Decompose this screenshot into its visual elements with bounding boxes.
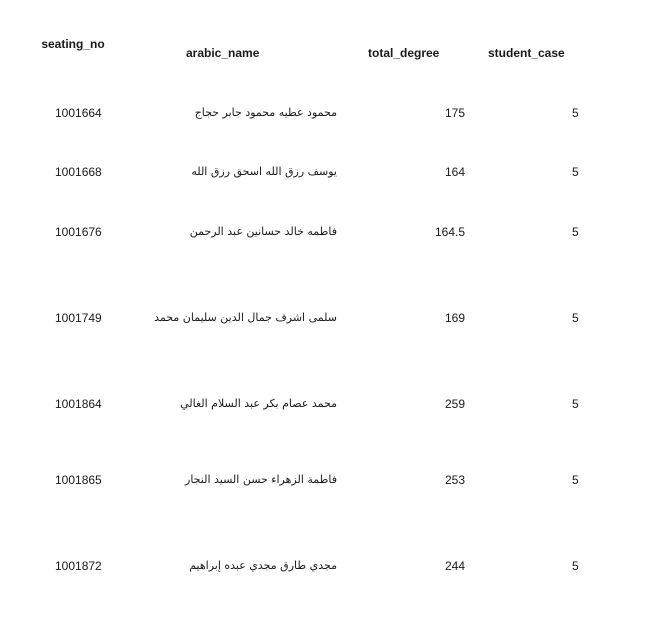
seating-no-cell: 1001664 bbox=[55, 106, 102, 120]
arabic-name-cell: مجدي طارق مجدي عبده إبراهيم bbox=[189, 559, 337, 572]
table-row bbox=[0, 163, 671, 181]
total-degree-cell: 259 bbox=[444, 397, 465, 411]
arabic-name-cell: فاطمه خالد حسانين عبد الرحمن bbox=[189, 225, 337, 238]
total-degree-cell: 164 bbox=[444, 165, 465, 179]
seating-no-cell: 1001676 bbox=[55, 225, 102, 239]
seating-no-cell: 1001749 bbox=[55, 311, 102, 325]
seating-no-cell: 1001872 bbox=[55, 559, 102, 573]
total-degree-cell: 164.5 bbox=[434, 225, 465, 239]
seating-no-cell: 1001864 bbox=[55, 397, 102, 411]
arabic-name-cell: يوسف رزق الله اسحق رزق الله bbox=[191, 165, 337, 178]
student-case-cell: 5 bbox=[572, 473, 579, 487]
seating-no-cell: 1001668 bbox=[55, 165, 102, 179]
student-case-cell: 5 bbox=[572, 225, 579, 239]
total-degree-cell: 244 bbox=[444, 559, 465, 573]
table-row bbox=[0, 309, 671, 327]
student-case-cell: 5 bbox=[572, 165, 579, 179]
table-row bbox=[0, 104, 671, 122]
seating-no-cell: 1001865 bbox=[55, 473, 102, 487]
table-row bbox=[0, 557, 671, 575]
total-degree-cell: 175 bbox=[444, 106, 465, 120]
header-total-degree: total_degree bbox=[368, 46, 440, 60]
header-arabic-name: arabic_name bbox=[186, 46, 260, 60]
table-row bbox=[0, 471, 671, 489]
student-case-cell: 5 bbox=[572, 311, 579, 325]
student-case-cell: 5 bbox=[572, 397, 579, 411]
student-case-cell: 5 bbox=[572, 559, 579, 573]
table-row bbox=[0, 223, 671, 241]
arabic-name-cell: محمود عطيه محمود جابر حجاج bbox=[194, 106, 337, 119]
table-row bbox=[0, 395, 671, 413]
header-student-case: student_case bbox=[488, 46, 565, 60]
total-degree-cell: 253 bbox=[444, 473, 465, 487]
student-case-cell: 5 bbox=[572, 106, 579, 120]
header-seating-no: seating_no bbox=[41, 37, 105, 51]
total-degree-cell: 169 bbox=[444, 311, 465, 325]
arabic-name-cell: فاطمة الزهراء حسن السيد النجار bbox=[185, 473, 337, 486]
arabic-name-cell: سلمى اشرف جمال الدين سليمان محمد bbox=[154, 311, 337, 324]
arabic-name-cell: محمد عصام بكر عبد السلام الغالي bbox=[180, 397, 337, 410]
